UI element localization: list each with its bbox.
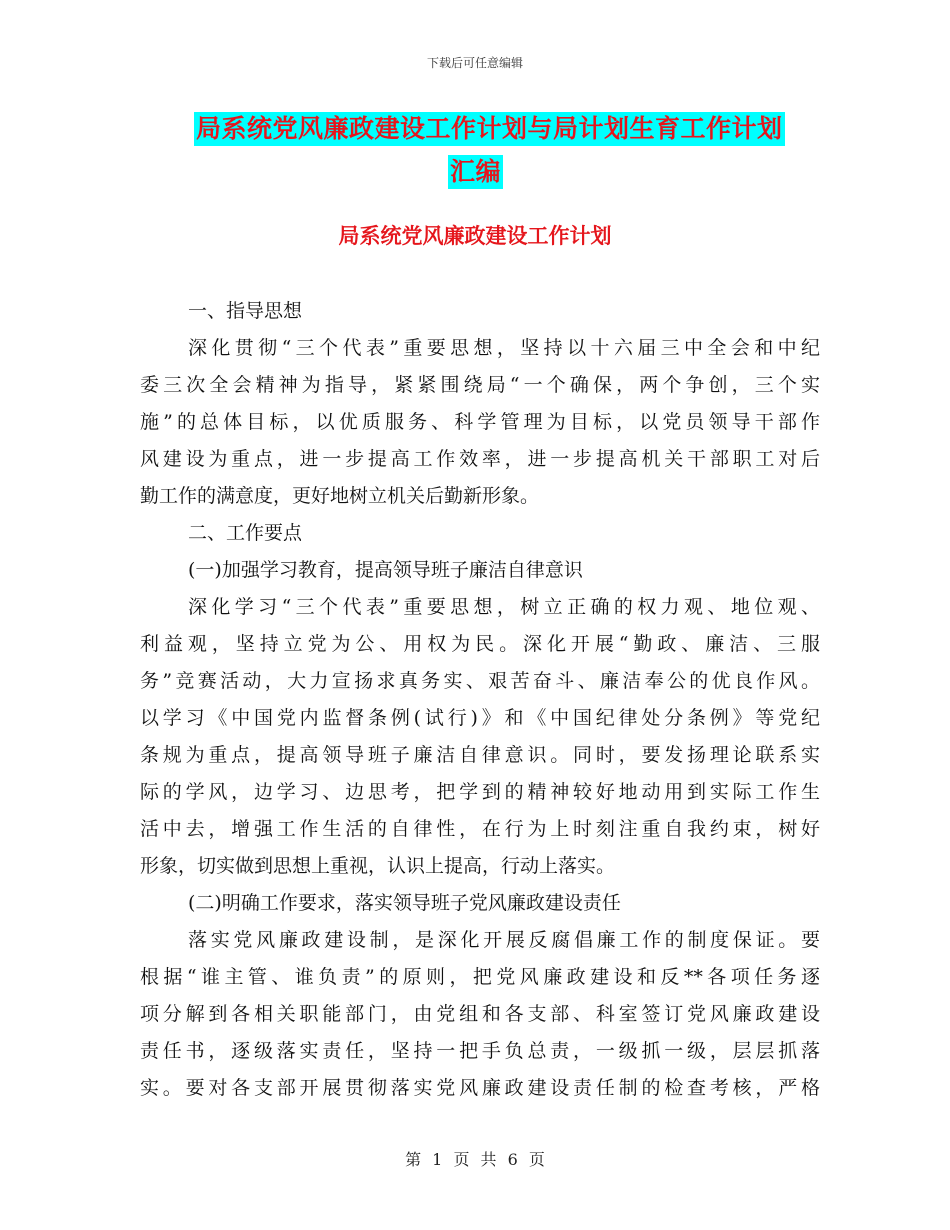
page-number-footer: 第 1 页 共 6 页	[405, 1150, 545, 1169]
paragraph-line: 风建设为重点，进一步提高工作效率，进一步提高机关干部职工对后	[140, 448, 820, 470]
paragraph-line: 活中去，增强工作生活的自律性，在行为上时刻注重自我约束，树好	[140, 818, 820, 840]
document-title-line-2: 汇编	[448, 155, 503, 189]
heading-work-points: 二、工作要点	[188, 522, 303, 544]
paragraph-line: 责任书，逐级落实责任，坚持一把手负总责，一级抓一级，层层抓落	[140, 1040, 820, 1062]
paragraph-line: 深化学习“三个代表”重要思想，树立正确的权力观、地位观、	[188, 596, 820, 618]
paragraph-line: 务”竞赛活动，大力宣扬求真务实、艰苦奋斗、廉洁奉公的优良作风。	[140, 670, 820, 692]
paragraph-line: 勤工作的满意度，更好地树立机关后勤新形象。	[140, 485, 540, 507]
document-title-line-1: 局系统党风廉政建设工作计划与局计划生育工作计划	[194, 112, 785, 146]
section-title: 局系统党风廉政建设工作计划	[338, 224, 612, 248]
paragraph-line: 落实党风廉政建设制，是深化开展反腐倡廉工作的制度保证。要	[188, 929, 820, 951]
paragraph-line: 根据“谁主管、谁负责”的原则，把党风廉政建设和反**各项任务逐	[140, 966, 820, 988]
paragraph-line: 以学习《中国党内监督条例(试行)》和《中国纪律处分条例》等党纪	[140, 707, 820, 729]
paragraph-line: 利益观，坚持立党为公、用权为民。深化开展“勤政、廉洁、三服	[140, 633, 820, 655]
paragraph-line: 际的学风，边学习、边思考，把学到的精神较好地动用到实际工作生	[140, 781, 820, 803]
subheading-2: (二)明确工作要求，落实领导班子党风廉政建设责任	[188, 892, 621, 914]
paragraph-line: 施”的总体目标，以优质服务、科学管理为目标，以党员领导干部作	[140, 411, 820, 433]
heading-guiding-ideology: 一、指导思想	[188, 300, 303, 322]
subheading-1: (一)加强学习教育，提高领导班子廉洁自律意识	[188, 559, 583, 581]
header-note: 下载后可任意编辑	[426, 56, 523, 70]
paragraph-line: 实。要对各支部开展贯彻落实党风廉政建设责任制的检查考核，严格	[140, 1077, 820, 1099]
paragraph-line: 深化贯彻“三个代表”重要思想，坚持以十六届三中全会和中纪	[188, 337, 820, 359]
paragraph-line: 委三次全会精神为指导，紧紧围绕局“一个确保，两个争创，三个实	[140, 374, 820, 396]
paragraph-line: 形象，切实做到思想上重视，认识上提高，行动上落实。	[140, 855, 616, 877]
paragraph-line: 项分解到各相关职能部门，由党组和各支部、科室签订党风廉政建设	[140, 1003, 820, 1025]
paragraph-line: 条规为重点，提高领导班子廉洁自律意识。同时，要发扬理论联系实	[140, 744, 820, 766]
